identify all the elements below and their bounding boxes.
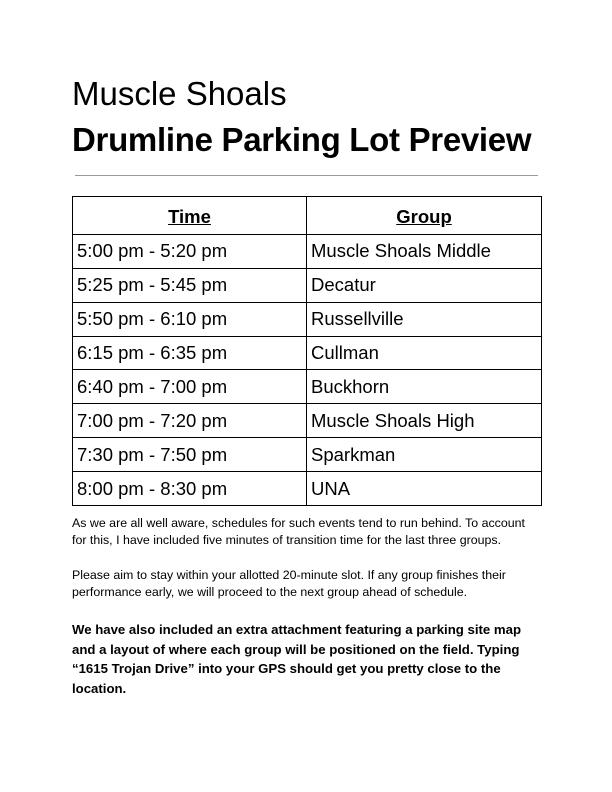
table-row — [73, 268, 542, 302]
time-cell: 5:25 pm - 5:45 pm — [73, 268, 307, 302]
group-cell: Buckhorn — [307, 370, 542, 404]
table-row — [73, 234, 542, 268]
table-row — [73, 302, 542, 336]
table-row — [73, 404, 542, 438]
time-cell: 5:00 pm - 5:20 pm — [73, 234, 307, 268]
document-title: Drumline Parking Lot Preview — [72, 121, 532, 158]
time-cell: 8:00 pm - 8:30 pm — [73, 472, 307, 506]
time-cell: 6:40 pm - 7:00 pm — [73, 370, 307, 404]
table-row — [73, 472, 542, 506]
group-cell: Muscle Shoals High — [307, 404, 542, 438]
table-row — [73, 336, 542, 370]
transition-note: As we are all well aware, schedules for such events tend to run behind. To account for this, I have included five minutes of transition time for the last three groups. — [72, 516, 525, 547]
group-cell: Cullman — [307, 336, 542, 370]
attachment-note: We have also included an extra attachment featuring a parking site map and a layout of where each group will be positioned on the field. Typing “1615 Trojan Drive” into your GPS should get you pretty close to the location. — [72, 622, 521, 696]
title-divider — [75, 175, 538, 176]
time-cell: 7:00 pm - 7:20 pm — [73, 404, 307, 438]
document-subtitle: Muscle Shoals — [72, 75, 287, 112]
schedule-header-row — [73, 197, 542, 235]
time-cell: 5:50 pm - 6:10 pm — [73, 302, 307, 336]
table-row — [73, 370, 542, 404]
schedule-table — [72, 196, 542, 506]
time-cell: 6:15 pm - 6:35 pm — [73, 336, 307, 370]
group-cell: UNA — [307, 472, 542, 506]
group-cell: Russellville — [307, 302, 542, 336]
group-cell: Sparkman — [307, 438, 542, 472]
table-row — [73, 438, 542, 472]
group-cell: Muscle Shoals Middle — [307, 234, 542, 268]
time-slot-note: Please aim to stay within your allotted 20-minute slot. If any group finishes their performance early, we will proceed to the next group ahead of schedule. — [72, 568, 506, 599]
time-cell: 7:30 pm - 7:50 pm — [73, 438, 307, 472]
column-header-time: Time — [73, 197, 307, 235]
group-cell: Decatur — [307, 268, 542, 302]
column-header-group: Group — [307, 197, 542, 235]
